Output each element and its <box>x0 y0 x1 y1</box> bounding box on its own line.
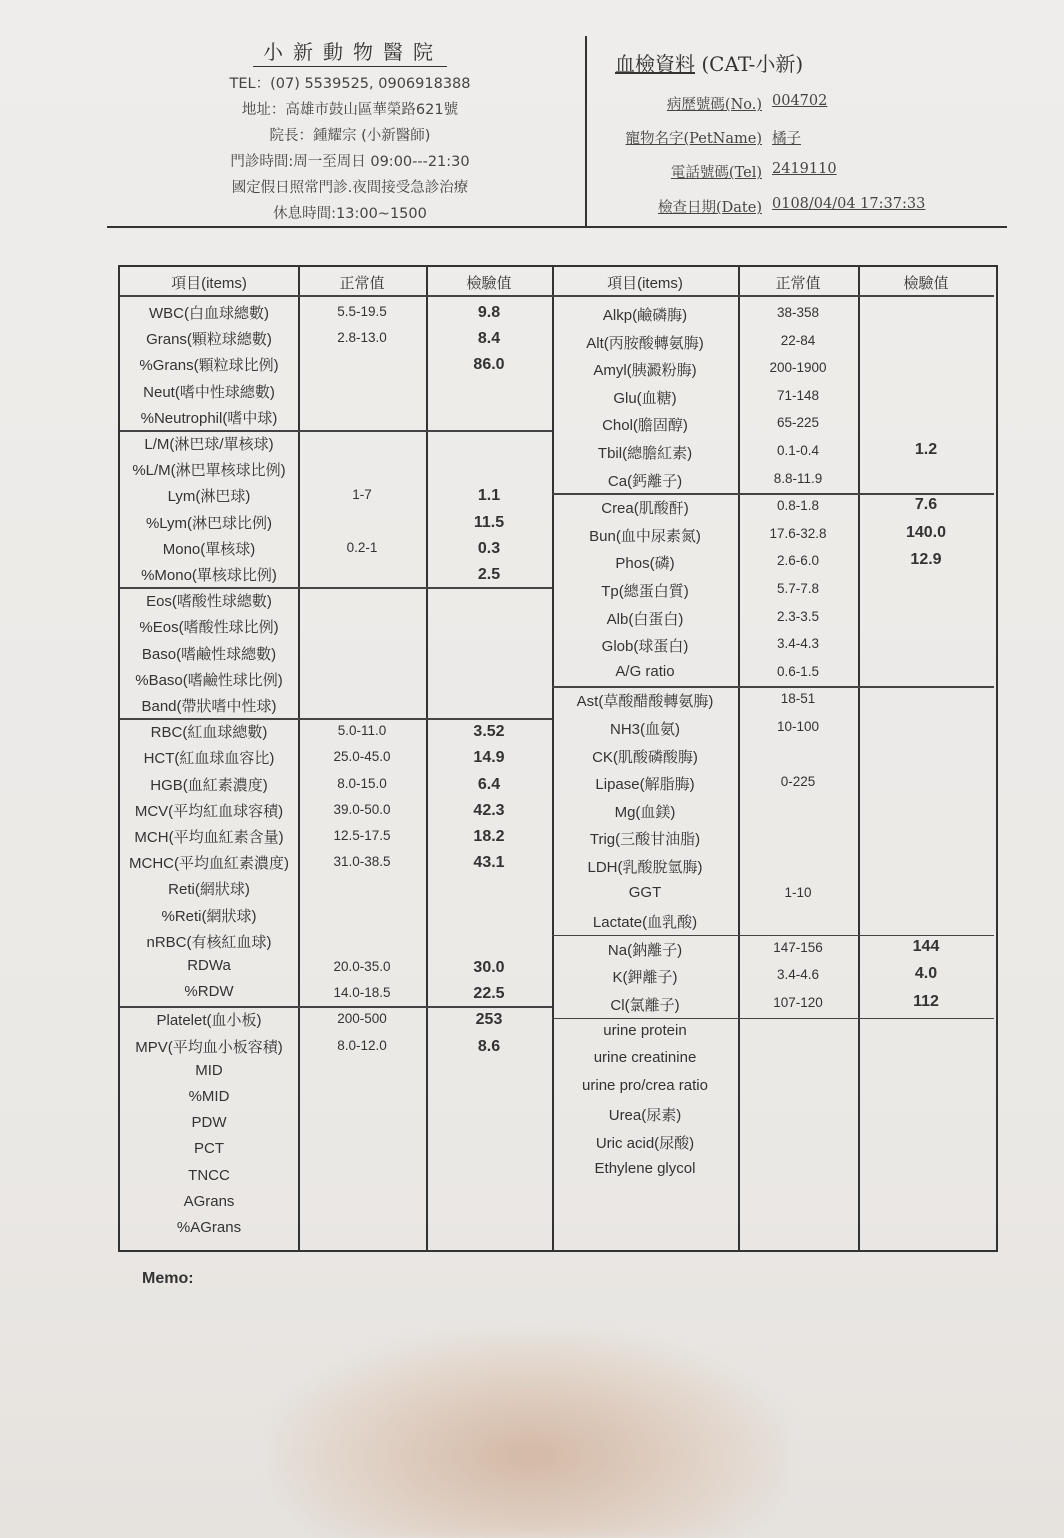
left-item-name: Lym(淋巴球) <box>167 488 251 506</box>
left-item-value: 43.1 <box>473 854 505 872</box>
left-item-name: Eos(嗜酸性球總數) <box>146 593 272 611</box>
clinic-info-line: 休息時間:13:00~1500 <box>273 206 427 222</box>
header-divider <box>585 36 587 228</box>
left-item-name: PCT <box>194 1140 224 1158</box>
right-item-normal: 2.6-6.0 <box>776 553 820 569</box>
right-item-name: Lipase(解脂脢) <box>595 776 695 794</box>
clinic-info-line: 地址：高雄市鼓山區華榮路621號 <box>241 102 459 118</box>
left-item-value: 30.0 <box>473 959 505 976</box>
right-item-name: Mg(血鎂) <box>614 803 676 821</box>
right-group-rule <box>552 1018 994 1020</box>
left-item-normal: 31.0-38.5 <box>333 854 391 870</box>
right-item-normal: 71-148 <box>776 387 820 403</box>
right-item-name: urine protein <box>603 1021 687 1039</box>
right-item-name: A/G ratio <box>615 662 675 680</box>
report-field-label: 檢查日期(Date) <box>658 200 762 216</box>
column-header-value: 檢驗值 <box>466 275 512 292</box>
left-item-value: 14.9 <box>473 749 505 767</box>
left-item-normal: 20.0-35.0 <box>333 959 391 974</box>
right-item-name: NH3(血氨) <box>610 721 680 738</box>
shadow-blob <box>270 1330 790 1538</box>
right-item-name: Ca(鈣離子) <box>607 472 683 490</box>
right-item-value: 12.9 <box>910 551 942 569</box>
left-item-name: L/M(淋巴球/單核球) <box>144 436 274 453</box>
left-group-rule <box>120 587 552 589</box>
right-item-name: Urea(尿素) <box>608 1107 682 1125</box>
left-item-value: 8.4 <box>477 330 501 348</box>
header-rule <box>107 226 1007 228</box>
left-item-value: 18.2 <box>473 828 505 845</box>
left-item-value: 11.5 <box>473 513 505 531</box>
left-item-value: 22.5 <box>473 985 505 1003</box>
left-item-name: %Grans(顆粒球比例) <box>139 357 279 375</box>
right-group-rule <box>552 686 994 688</box>
left-item-name: MID <box>195 1061 223 1079</box>
right-item-name: Phos(磷) <box>615 555 675 573</box>
left-item-value: 6.4 <box>477 775 501 793</box>
right-item-name: Uric acid(尿酸) <box>595 1135 695 1152</box>
clinic-info-line: 門診時間:周一至周日 09:00---21:30 <box>230 154 470 170</box>
column-header-normal: 正常值 <box>775 275 821 292</box>
right-item-value: 112 <box>913 993 939 1010</box>
right-item-name: Amyl(胰澱粉脢) <box>593 362 697 380</box>
left-item-name: HCT(紅血球血容比) <box>143 750 275 768</box>
clinic-header <box>190 36 510 227</box>
report-title <box>615 48 1015 77</box>
column-header-items: 項目(items) <box>171 275 247 292</box>
table-column-divider <box>858 267 860 1250</box>
left-item-name: Platelet(血小板) <box>156 1012 262 1030</box>
column-header-value: 檢驗值 <box>903 275 949 292</box>
right-item-normal: 0.6-1.5 <box>776 663 820 679</box>
left-group-rule <box>120 1006 552 1008</box>
right-item-value: 7.6 <box>914 496 938 514</box>
left-item-name: Neut(嗜中性球總數) <box>143 383 275 401</box>
left-item-name: Baso(嗜鹼性球總數) <box>141 645 277 663</box>
right-item-name: urine pro/crea ratio <box>582 1076 708 1094</box>
left-item-name: HGB(血紅素濃度) <box>150 776 268 794</box>
left-item-normal: 200-500 <box>337 1011 387 1027</box>
right-item-name: Ast(草酸醋酸轉氨脢) <box>576 693 714 711</box>
right-item-normal: 3.4-4.3 <box>776 636 820 652</box>
left-item-name: %Lym(淋巴球比例) <box>145 514 273 532</box>
report-field-value: 2419110 <box>772 161 837 177</box>
left-item-name: TNCC <box>188 1166 230 1184</box>
left-item-name: MCV(平均紅血球容積) <box>134 802 284 820</box>
report-title-main: 血檢資料 <box>615 52 695 76</box>
left-item-normal: 12.5-17.5 <box>333 828 391 843</box>
left-item-name: WBC(白血球總數) <box>149 305 269 322</box>
right-item-normal: 0-225 <box>780 774 816 790</box>
right-item-name: Crea(肌酸酐) <box>601 500 689 518</box>
report-field-label: 電話號碼(Tel) <box>670 165 762 181</box>
right-item-name: Tbil(總膽紅素) <box>597 445 693 462</box>
right-item-name: Alkp(鹼磷脢) <box>602 307 688 324</box>
right-item-value: 1.2 <box>914 441 938 458</box>
report-field-label: 病歷號碼(No.) <box>666 97 762 113</box>
left-item-name: AGrans <box>183 1192 235 1210</box>
right-item-normal: 17.6-32.8 <box>769 525 827 541</box>
left-item-value: 253 <box>475 1011 503 1029</box>
left-item-value: 42.3 <box>473 801 505 819</box>
right-item-normal: 200-1900 <box>769 360 827 376</box>
right-item-name: CK(肌酸磷酸脢) <box>592 748 698 766</box>
left-item-value: 8.6 <box>477 1037 501 1055</box>
right-item-normal: 2.3-3.5 <box>776 608 820 624</box>
right-item-normal: 0.1-0.4 <box>776 443 820 458</box>
right-item-name: GGT <box>628 883 662 901</box>
right-item-value: 144 <box>912 937 940 955</box>
left-item-name: RBC(紅血球總數) <box>150 724 268 742</box>
right-item-normal: 65-225 <box>776 415 820 431</box>
left-item-normal: 14.0-18.5 <box>333 985 391 1001</box>
left-item-name: %RDW <box>184 983 234 1001</box>
right-item-normal: 107-120 <box>773 995 823 1010</box>
left-item-normal: 5.5-19.5 <box>337 304 387 319</box>
left-item-name: %Baso(嗜鹼性球比例) <box>135 671 283 689</box>
right-group-rule <box>552 493 994 495</box>
right-group-rule <box>552 935 994 937</box>
right-item-name: Ethylene glycol <box>594 1159 696 1177</box>
right-item-name: K(鉀離子) <box>612 969 678 987</box>
right-item-name: LDH(乳酸脫氫脢) <box>587 859 703 876</box>
left-item-name: RDWa <box>187 957 231 974</box>
column-header-normal: 正常值 <box>339 275 385 292</box>
right-item-name: Glob(球蛋白) <box>601 638 689 656</box>
left-item-normal: 39.0-50.0 <box>333 801 391 817</box>
right-item-normal: 5.7-7.8 <box>776 581 820 596</box>
left-item-name: %Eos(嗜酸性球比例) <box>139 619 279 637</box>
left-item-name: Reti(網狀球) <box>168 881 250 899</box>
left-item-value: 86.0 <box>473 356 505 374</box>
left-item-normal: 2.8-13.0 <box>337 330 387 346</box>
right-item-normal: 8.8-11.9 <box>773 470 823 486</box>
left-group-rule <box>120 718 552 720</box>
report-field-value: 0108/04/04 17:37:33 <box>772 196 926 212</box>
left-item-name: MCH(平均血紅素含量) <box>134 829 284 846</box>
right-item-name: Trig(三酸甘油脂) <box>589 831 701 849</box>
right-item-normal: 147-156 <box>773 939 823 955</box>
left-item-name: %MID <box>188 1088 230 1105</box>
clinic-info <box>190 71 510 227</box>
left-item-value: 1.1 <box>477 487 501 505</box>
left-group-rule <box>120 430 552 432</box>
left-item-value: 2.5 <box>477 566 501 583</box>
left-item-name: %AGrans <box>176 1219 242 1236</box>
right-item-name: Na(鈉離子) <box>607 941 683 959</box>
left-item-value: 9.8 <box>477 304 501 321</box>
right-item-normal: 18-51 <box>780 691 816 707</box>
left-item-name: %Reti(網狀球) <box>161 907 257 925</box>
right-item-name: urine creatinine <box>593 1049 697 1067</box>
right-item-name: Chol(膽固醇) <box>602 417 688 435</box>
left-item-name: Band(帶狀嗜中性球) <box>141 698 277 715</box>
left-item-name: nRBC(有核紅血球) <box>146 933 272 951</box>
left-item-value: 3.52 <box>473 723 505 741</box>
right-item-name: Cl(氯離子) <box>610 997 680 1014</box>
right-item-name: Bun(血中尿素氮) <box>589 527 701 545</box>
left-item-name: MCHC(平均血紅素濃度) <box>129 855 289 873</box>
left-item-name: %Mono(單核球比例) <box>141 567 277 584</box>
right-item-value: 140.0 <box>905 523 947 541</box>
table-header-rule <box>120 295 994 297</box>
left-item-name: Grans(顆粒球總數) <box>146 331 272 349</box>
clinic-name: 小新動物醫院 <box>253 36 447 67</box>
left-item-value: 0.3 <box>477 539 501 557</box>
left-item-name: Mono(單核球) <box>162 540 256 558</box>
left-item-name: PDW <box>191 1114 227 1132</box>
left-item-normal: 0.2-1 <box>346 539 378 555</box>
memo-label: Memo: <box>142 1270 194 1287</box>
report-header <box>615 48 1015 77</box>
blood-test-table <box>118 265 998 1252</box>
right-item-name: Lactate(血乳酸) <box>592 914 698 932</box>
report-field-label: 寵物名字(PetName) <box>625 131 762 147</box>
report-field-value: 004702 <box>772 93 828 109</box>
right-item-normal: 38-358 <box>776 305 820 320</box>
right-item-normal: 1-10 <box>784 884 812 900</box>
right-item-name: Glu(血糖) <box>613 389 677 407</box>
right-item-name: Tp(總蛋白質) <box>601 583 689 600</box>
left-item-normal: 5.0-11.0 <box>337 723 387 739</box>
left-item-normal: 1-7 <box>352 487 372 503</box>
left-item-normal: 25.0-45.0 <box>333 749 391 765</box>
clinic-info-line: TEL：(07) 5539525, 0906918388 <box>229 76 471 92</box>
right-item-normal: 22-84 <box>780 332 816 348</box>
right-item-name: Alt(丙胺酸轉氨脢) <box>586 334 704 352</box>
clinic-info-line: 國定假日照常門診.夜間接受急診治療 <box>231 180 469 196</box>
column-header-items: 項目(items) <box>607 275 683 292</box>
right-item-normal: 10-100 <box>776 719 820 734</box>
left-item-name: MPV(平均血小板容積) <box>135 1038 283 1056</box>
right-item-name: Alb(白蛋白) <box>606 610 684 628</box>
left-item-normal: 8.0-15.0 <box>337 775 387 791</box>
clinic-info-line: 院長：鍾耀宗 (小新醫師) <box>269 128 431 144</box>
left-item-name: %L/M(淋巴單核球比例) <box>132 462 286 480</box>
left-item-name: %Neutrophil(嗜中球) <box>140 409 278 427</box>
report-field-value: 橘子 <box>772 131 801 147</box>
right-item-normal: 0.8-1.8 <box>776 498 820 514</box>
report-subtitle: (CAT-小新) <box>701 52 804 76</box>
left-item-normal: 8.0-12.0 <box>337 1037 387 1053</box>
right-item-value: 4.0 <box>914 965 938 983</box>
right-item-normal: 3.4-4.6 <box>776 967 820 983</box>
